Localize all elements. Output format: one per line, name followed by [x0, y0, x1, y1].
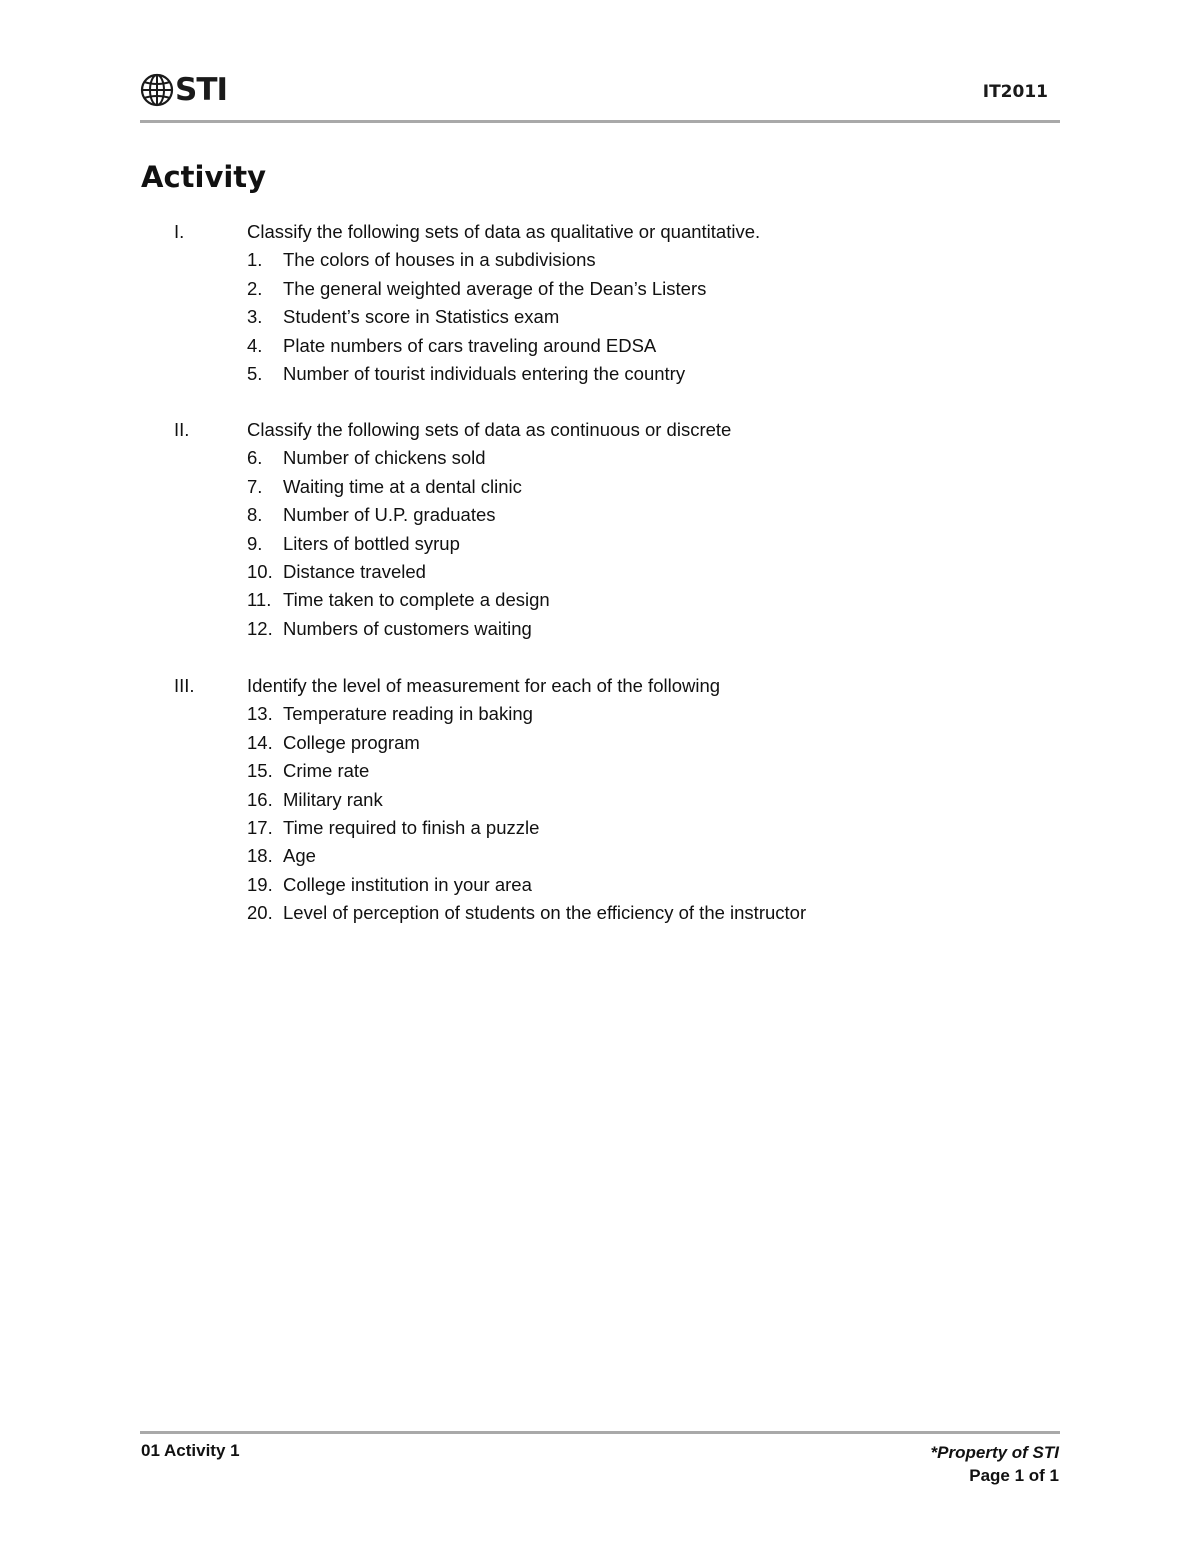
list-item — [0, 332, 1200, 360]
item-number: 6. — [247, 447, 263, 469]
logo-text: STI — [175, 72, 228, 108]
item-number: 5. — [247, 362, 263, 384]
item-number: 19. — [247, 873, 273, 895]
item-text: Level of perception of students on the efficiency of the instructor — [283, 902, 807, 924]
item-number: 3. — [247, 306, 263, 328]
item-number: 11. — [247, 589, 272, 611]
list-item — [0, 786, 1200, 814]
item-number: 15. — [247, 760, 273, 782]
list-item — [0, 615, 1200, 643]
section-numeral: II. — [174, 419, 190, 440]
item-text: The general weighted average of the Dean’s Listers — [283, 277, 707, 299]
section-1 — [0, 218, 1200, 388]
course-code: IT2011 — [982, 82, 1048, 102]
item-text: College program — [283, 731, 420, 753]
item-number: 14. — [247, 731, 273, 753]
page-number: Page 1 of 1 — [969, 1466, 1059, 1485]
list-item — [0, 444, 1200, 472]
item-number: 20. — [247, 902, 273, 924]
item-number: 2. — [247, 277, 263, 299]
item-text: The colors of houses in a subdivisions — [283, 249, 596, 271]
item-number: 9. — [247, 532, 263, 554]
item-number: 7. — [247, 475, 263, 497]
item-number: 12. — [247, 617, 273, 639]
list-item — [0, 842, 1200, 870]
item-text: Time required to finish a puzzle — [283, 816, 540, 838]
list-item — [0, 700, 1200, 728]
item-number: 8. — [247, 504, 263, 526]
item-text: Time taken to complete a design — [283, 589, 550, 611]
item-number: 10. — [247, 560, 273, 582]
item-text: Number of U.P. graduates — [283, 504, 496, 526]
list-item — [0, 473, 1200, 501]
footer-divider — [140, 1431, 1060, 1434]
list-item — [0, 360, 1200, 388]
list-item — [0, 501, 1200, 529]
item-text: Plate numbers of cars traveling around EDSA — [283, 334, 657, 356]
list-item — [0, 729, 1200, 757]
list-item — [0, 275, 1200, 303]
item-number: 1. — [247, 249, 263, 271]
list-item — [0, 899, 1200, 927]
section-numeral: III. — [174, 675, 195, 696]
item-number: 18. — [247, 845, 273, 867]
property-notice: *Property of STI — [930, 1443, 1059, 1462]
section-instruction: Classify the following sets of data as continuous or discrete — [247, 419, 732, 440]
list-item — [0, 814, 1200, 842]
page-title: Activity — [141, 160, 267, 194]
item-number: 13. — [247, 703, 273, 725]
sti-logo — [140, 72, 227, 108]
section-instruction: Classify the following sets of data as qualitative or quantitative. — [247, 221, 761, 242]
section-numeral: I. — [174, 221, 185, 242]
footer-right — [931, 1441, 1059, 1487]
item-text: Number of chickens sold — [283, 447, 486, 469]
item-text: Age — [283, 845, 316, 867]
item-text: Distance traveled — [283, 560, 426, 582]
section-3 — [0, 672, 1200, 928]
item-text: Temperature reading in baking — [283, 703, 533, 725]
globe-icon — [140, 73, 174, 107]
section-2 — [0, 416, 1200, 643]
list-item — [0, 530, 1200, 558]
list-item — [0, 586, 1200, 614]
section-instruction: Identify the level of measurement for each of the following — [247, 675, 721, 696]
item-text: Military rank — [283, 788, 383, 810]
item-text: Liters of bottled syrup — [283, 532, 460, 554]
item-text: Waiting time at a dental clinic — [283, 475, 522, 497]
list-item — [0, 757, 1200, 785]
item-number: 16. — [247, 788, 273, 810]
item-number: 4. — [247, 334, 263, 356]
item-text: College institution in your area — [283, 873, 532, 895]
item-text: Number of tourist individuals entering the country — [283, 362, 686, 384]
list-item — [0, 871, 1200, 899]
item-text: Student’s score in Statistics exam — [283, 306, 560, 328]
list-item — [0, 246, 1200, 274]
header-divider — [140, 120, 1060, 123]
footer-activity-label: 01 Activity 1 — [141, 1441, 240, 1460]
item-text: Numbers of customers waiting — [283, 617, 532, 639]
list-item — [0, 303, 1200, 331]
item-text: Crime rate — [283, 760, 370, 782]
item-number: 17. — [247, 816, 273, 838]
list-item — [0, 558, 1200, 586]
